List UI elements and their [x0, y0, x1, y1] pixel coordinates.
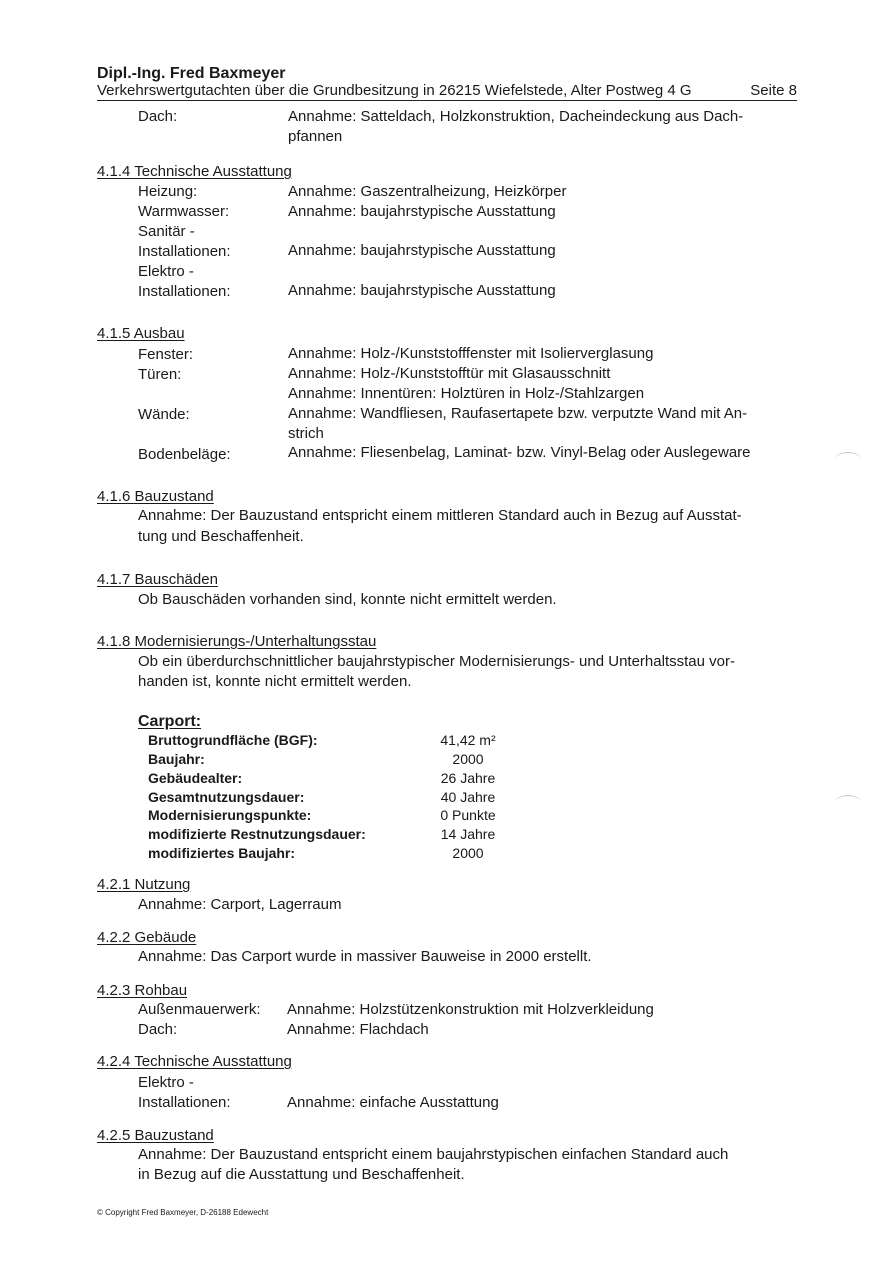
paragraph-line: Annahme: Das Carport wurde in massiver Bauweise in 2000 erstellt. [138, 948, 592, 965]
row-text: Annahme: baujahrstypische Ausstattung [288, 282, 556, 299]
author-name: Dipl.-Ing. Fred Baxmeyer [97, 65, 286, 82]
carport-value: 40 Jahre [440, 789, 496, 805]
row-label: Warmwasser: [138, 203, 230, 220]
section-heading: 4.1.7 Bauschäden [97, 571, 218, 588]
carport-value: 26 Jahre [440, 770, 496, 786]
row-label: Außenmauerwerk: [138, 1001, 261, 1018]
page-header [97, 81, 797, 101]
row-text: Annahme: baujahrstypische Ausstattung [288, 242, 556, 259]
row-label: Dach: [138, 1021, 178, 1038]
row-text: Annahme: Wandfliesen, Raufasertapete bzw. verputzte Wand mit An- [288, 405, 748, 422]
dach-text-cont: pfannen [288, 128, 343, 145]
row-text: Annahme: Holz-/Kunststofftür mit Glasausschnitt [288, 365, 611, 382]
carport-label: modifizierte Restnutzungsdauer: [148, 826, 366, 842]
section-heading: 4.2.5 Bauzustand [97, 1127, 214, 1144]
page-number: Seite 8 [750, 82, 797, 99]
row-label: Fenster: [138, 346, 194, 363]
row-text: strich [288, 425, 324, 442]
row-text: Annahme: Holzstützenkonstruktion mit Holzverkleidung [287, 1001, 654, 1018]
row-text: Annahme: Fliesenbelag, Laminat- bzw. Vinyl-Belag oder Auslegeware [288, 444, 751, 461]
paragraph-line: Annahme: Der Bauzustand entspricht einem mittleren Standard auch in Bezug auf Ausstat- [138, 507, 742, 524]
row-label: Installationen: [138, 243, 231, 260]
carport-label: Bruttogrundfläche (BGF): [148, 732, 318, 748]
row-text: Annahme: Innentüren: Holztüren in Holz-/Stahlzargen [288, 385, 645, 402]
row-label: Elektro - [138, 263, 194, 280]
section-heading: 4.2.1 Nutzung [97, 876, 191, 893]
row-text: Annahme: Gaszentralheizung, Heizkörper [288, 183, 567, 200]
row-text: Annahme: Holz-/Kunststofffenster mit Isolierverglasung [288, 345, 654, 362]
footer-copyright: © Copyright Fred Baxmeyer, D-26188 Edewecht [97, 1208, 269, 1217]
paragraph-line: Ob ein überdurchschnittlicher baujahrstypischer Modernisierungs- und Unterhaltsstau vor- [138, 653, 735, 670]
dach-label: Dach: [138, 108, 178, 125]
row-text: Annahme: baujahrstypische Ausstattung [288, 203, 556, 220]
carport-title: Carport: [138, 713, 202, 730]
section-heading: 4.1.4 Technische Ausstattung [97, 163, 292, 180]
carport-label: modifiziertes Baujahr: [148, 845, 296, 861]
section-heading: 4.1.5 Ausbau [97, 325, 185, 342]
paragraph-line: Annahme: Der Bauzustand entspricht einem baujahrstypischen einfachen Standard auch [138, 1146, 729, 1163]
row-label: Bodenbeläge: [138, 446, 231, 463]
row-label: Installationen: [138, 283, 231, 300]
carport-label: Baujahr: [148, 751, 205, 767]
row-label: Türen: [138, 366, 182, 383]
section-heading: 4.2.3 Rohbau [97, 982, 188, 999]
paragraph-line: tung und Beschaffenheit. [138, 528, 304, 545]
carport-value: 0 Punkte [440, 807, 496, 823]
row-label: Installationen: [138, 1094, 231, 1111]
carport-label: Gesamtnutzungsdauer: [148, 789, 305, 805]
paragraph-line: in Bezug auf die Ausstattung und Beschaffenheit. [138, 1166, 465, 1183]
row-label: Wände: [138, 406, 190, 423]
dach-text: Annahme: Satteldach, Holzkonstruktion, Dacheindeckung aus Dach- [288, 108, 744, 125]
carport-value: 2000 [452, 751, 484, 767]
report-subtitle: Verkehrswertgutachten über die Grundbesitzung in 26215 Wiefelstede, Alter Postweg 4 G [97, 82, 692, 99]
carport-label: Modernisierungspunkte: [148, 807, 312, 823]
row-text: Annahme: einfache Ausstattung [287, 1094, 499, 1111]
carport-value: 14 Jahre [440, 826, 496, 842]
carport-value: 41,42 m² [440, 732, 496, 748]
scan-mark [835, 452, 861, 467]
paragraph-line: Ob Bauschäden vorhanden sind, konnte nicht ermittelt werden. [138, 591, 557, 608]
section-heading: 4.1.8 Modernisierungs-/Unterhaltungsstau [97, 633, 377, 650]
row-label: Heizung: [138, 183, 198, 200]
paragraph-line: handen ist, konnte nicht ermittelt werden. [138, 673, 412, 690]
carport-value: 2000 [452, 845, 484, 861]
section-heading: 4.1.6 Bauzustand [97, 488, 214, 505]
scan-mark [835, 795, 861, 810]
row-label: Sanitär - [138, 223, 195, 240]
row-label: Elektro - [138, 1074, 194, 1091]
carport-label: Gebäudealter: [148, 770, 243, 786]
section-heading: 4.2.4 Technische Ausstattung [97, 1053, 292, 1070]
paragraph-line: Annahme: Carport, Lagerraum [138, 896, 342, 913]
row-text: Annahme: Flachdach [287, 1021, 429, 1038]
section-heading: 4.2.2 Gebäude [97, 929, 197, 946]
